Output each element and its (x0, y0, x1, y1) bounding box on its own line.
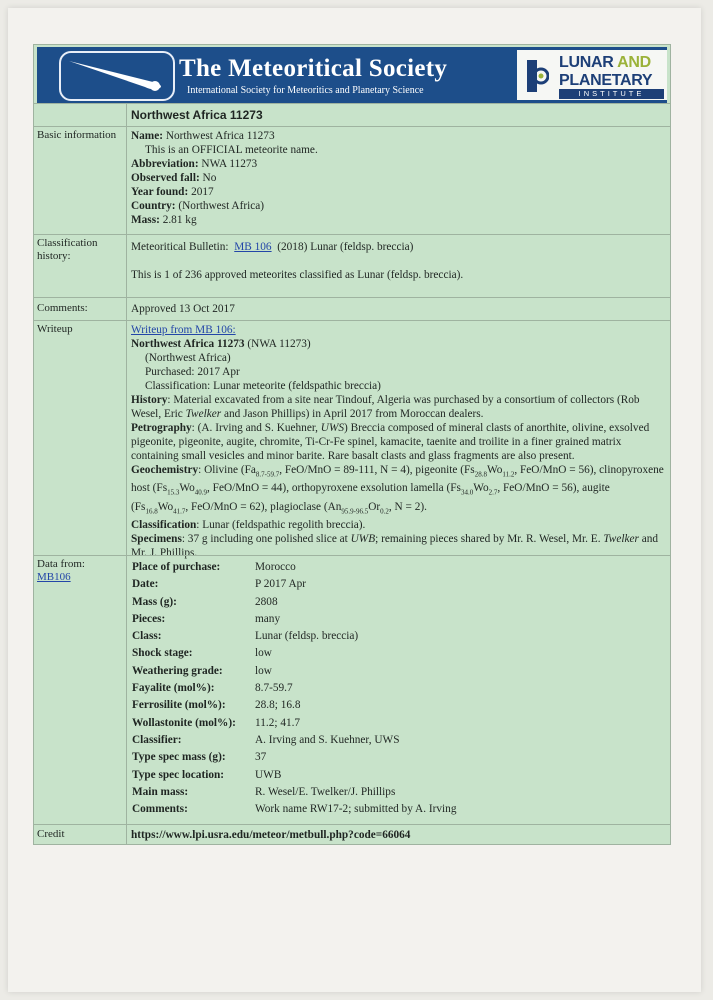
data-table-row (132, 595, 456, 612)
meteorite-name: Northwest Africa 11273 (165, 130, 275, 142)
record-header-row (34, 103, 670, 126)
writeup-body: Writeup from MB 106: Northwest Africa 11273 (NWA 11273) (Northwest Africa) Purchased: 2017 Apr Classification: Lunar meteorite (feldspathic breccia) History: Material excavated from a site near Tindouf, Algeria was purchased by a consortium of collectors (Rob Wesel, Eric Twelker and Jason Phillips) in April 2017 from Moroccan dealers. Petrography: (A. Irving and S. Kuehner, UWS) Breccia composed of mineral clasts of anorthite, olivine, exsolved pigeonite, pigeonite, augite, chromite, Ti-Cr-Fe spinel, kamacite, taenite and troilite in a finer grained matrix containing small vesicles and minor barite. Rare basalt clasts and glass fragments are also present. Geochemistry: Olivine ($Fa_{8.7-59.7}$, FeO/MnO = 89-111, N = 4), pigeonite ($Fs_{28.8}Wo_{11.2}$, FeO/MnO = 56), clinopyroxene host ($Fs_{15.3}Wo_{40.9}$, FeO/MnO = 44), orthopyroxene exsolution lamella ($Fs_{34.0}Wo_{2.7}$, FeO/MnO = 56), augite ($Fs_{16.8}Wo_{41.7}$, FeO/MnO = 62), plagioclase ($An_{95.9-96.5}Or_{0.2}$, N = 2). Classification: Lunar (feldspathic regolith breccia). Specimens: 37 g including one polished slice at UWB; remaining pieces shared by Mr. R. Wesel, Mr. E. Twelker and Mr. J. Phillips. (131, 324, 664, 559)
data-key: Type spec location: (132, 768, 225, 781)
data-value: UWB (255, 768, 282, 781)
classification-row (34, 234, 670, 297)
classification-values: Meteoritical Bulletin: MB 106 (2018) Lunar (feldsp. breccia) This is 1 of 236 approved meteorites classified as Lunar (feldsp. breccia). (131, 240, 665, 282)
data-from-values (131, 560, 665, 819)
data-key: Comments: (132, 803, 188, 816)
official-note: This is an OFFICIAL meteorite name. (145, 144, 318, 156)
lpi-logo[interactable] (517, 50, 667, 100)
basic-info-row (34, 126, 670, 234)
data-key: Main mass: (132, 785, 189, 798)
data-value: Lunar (feldsp. breccia) (255, 630, 359, 643)
site-banner (37, 47, 667, 103)
data-table-row (132, 577, 456, 594)
data-value: Work name RW17-2; submitted by A. Irving (255, 803, 457, 816)
data-value: Morocco (255, 561, 296, 573)
data-key: Wollastonite (mol%): (132, 716, 236, 729)
data-table-row (132, 768, 456, 785)
data-table-row (132, 698, 456, 715)
classification-label: Classification history: (37, 237, 98, 262)
lpi-mark-icon (527, 58, 549, 94)
data-value: 11.2; 41.7 (255, 716, 301, 729)
data-table (132, 560, 456, 819)
abbreviation: NWA 11273 (201, 158, 258, 170)
geochemistry-paragraph: Geochemistry: Olivine ($Fa_{8.7-59.7}$, FeO/MnO = 89-111, N = 4), pigeonite ($Fs_{28.8}Wo_{11.2}$, FeO/MnO = 56), clinopyroxene host ($Fs_{15.3}Wo_{40.9}$, FeO/MnO = 44), orthopyroxene exsolution lamella ($Fs_{34.0}Wo_{2.7}$, FeO/MnO = 56), augite ($Fs_{16.8}Wo_{41.7}$, FeO/MnO = 62), plagioclase ($An_{95.9-96.5}Or_{0.2}$, N = 2). (131, 464, 664, 515)
data-value: 37 (255, 751, 267, 764)
data-table-row (132, 716, 456, 733)
data-value: low (255, 647, 272, 660)
data-value: R. Wesel/E. Twelker/J. Phillips (255, 785, 396, 798)
data-key: Shock stage: (132, 647, 193, 660)
data-from-row (34, 555, 670, 824)
data-key: Place of purchase: (132, 561, 221, 573)
data-key: Date: (132, 578, 159, 591)
specimens-paragraph: Specimens: 37 g including one polished slice at UWB; remaining pieces shared by Mr. R. Wesel, Mr. E. Twelker and Mr. J. Phillips. (131, 532, 659, 559)
data-key: Type spec mass (g): (132, 751, 226, 764)
basic-info-label: Basic information (37, 129, 117, 141)
data-table-row (132, 681, 456, 698)
data-key: Pieces: (132, 612, 166, 625)
data-key: Class: (132, 630, 162, 643)
data-from-link[interactable]: MB106 (37, 571, 71, 583)
country: (Northwest Africa) (178, 200, 265, 212)
data-table-row (132, 560, 456, 577)
data-value: 8.7-59.7 (255, 682, 293, 695)
society-subtitle: International Society for Meteoritics and Planetary Science (187, 85, 424, 96)
observed-fall: No (202, 172, 217, 184)
data-key: Mass (g): (132, 595, 177, 608)
lpi-line1: LUNAR AND (559, 54, 651, 71)
approved-note: This is 1 of 236 approved meteorites classified as Lunar (feldsp. breccia). (131, 269, 464, 281)
record-title: Northwest Africa 11273 (131, 108, 263, 122)
credit-row (34, 824, 670, 845)
bulletin-link[interactable]: MB 106 (234, 241, 272, 253)
comments-text: Approved 13 Oct 2017 (131, 303, 235, 315)
society-title: The Meteoritical Society (179, 55, 448, 82)
data-key: Fayalite (mol%): (132, 682, 215, 695)
data-table-row (132, 612, 456, 629)
comments-label: Comments: (37, 302, 88, 314)
data-from-label: Data from: MB106 (37, 558, 85, 583)
year-found: 2017 (191, 186, 214, 198)
history-paragraph: History: Material excavated from a site near Tindouf, Algeria was purchased by a consortium of collectors (Rob Wesel, Eric Twelker and Jason Phillips) in April 2017 from Moroccan dealers. (131, 394, 640, 420)
classification-paragraph: Classification: Lunar (feldspathic regolith breccia). (131, 518, 366, 531)
credit-label: Credit (37, 828, 65, 840)
data-table-row (132, 802, 456, 819)
data-key: Weathering grade: (132, 664, 223, 677)
data-table-row (132, 629, 456, 646)
data-value: 2808 (255, 595, 278, 608)
mass: 2.81 kg (162, 214, 197, 226)
data-value: 28.8; 16.8 (255, 699, 301, 712)
writeup-label: Writeup (37, 323, 73, 335)
data-value: A. Irving and S. Kuehner, UWS (255, 733, 400, 746)
basic-info-values: Name: Northwest Africa 11273 This is an OFFICIAL meteorite name. Abbreviation: NWA 11273 Observed fall: No Year found: 2017 Country: (Northwest Africa) Mass: 2.81 kg (131, 129, 665, 227)
writeup-row (34, 320, 670, 559)
data-value: P 2017 Apr (255, 578, 307, 591)
data-table-row (132, 750, 456, 767)
data-table-row (132, 785, 456, 802)
data-table-row (132, 733, 456, 750)
comments-row (34, 297, 670, 320)
data-key: Ferrosilite (mol%): (132, 699, 226, 712)
writeup-link[interactable]: Writeup from MB 106: (131, 324, 236, 336)
meteor-logo-icon[interactable] (59, 51, 175, 101)
data-value: low (255, 664, 272, 677)
data-value: many (255, 612, 281, 625)
lpi-line3: INSTITUTE (559, 89, 664, 99)
data-table-row (132, 646, 456, 663)
credit-url[interactable]: https://www.lpi.usra.edu/meteor/metbull.php?code=66064 (131, 829, 411, 841)
lpi-line2: PLANETARY (559, 72, 653, 89)
meteorite-record (33, 44, 671, 845)
petrography-paragraph: Petrography: (A. Irving and S. Kuehner, UWS) Breccia composed of mineral clasts of anorthite, olivine, exsolved pigeonite, pigeonite, augite, chromite, Ti-Cr-Fe spinel, kamacite, taenite and troilite in a finer grained matrix containing small vesicles and minor barite. Rare basalt clasts and glass fragments are also present. (131, 422, 650, 462)
data-key: Classifier: (132, 733, 182, 746)
data-table-row (132, 664, 456, 681)
